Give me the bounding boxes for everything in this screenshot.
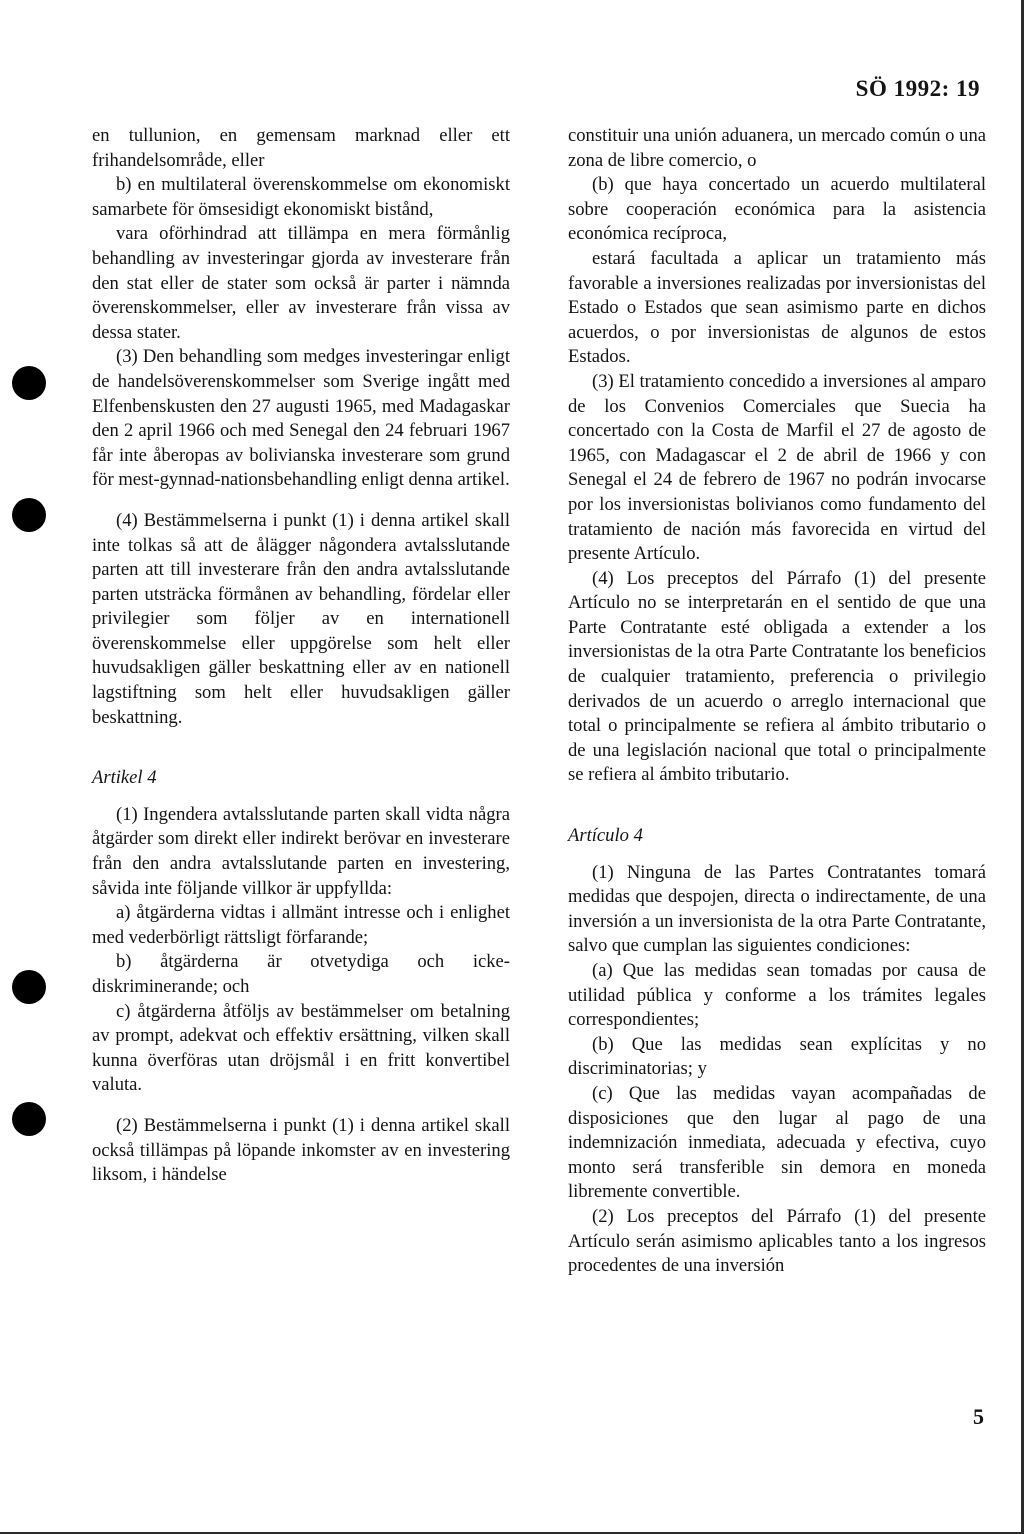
es-paragraph-9: (c) Que las medidas vayan acompañadas de disposiciones que den lugar al pago de una indemnización inmediata, adecuada y efectiva, cuyo monto será transferible sin demora en moneda libremente convertible. — [568, 1082, 986, 1203]
sv-paragraph-3: vara oförhindrad att tillämpa en mera förmånlig behandling av investeringar gjorda av investerare från den stat eller de stater som också är parter i nämnda överenskommelser, eller av investerare från vissa av dessa stater. — [92, 223, 510, 343]
sv-paragraph-8: b) åtgärderna är otvetydiga och icke-diskriminerande; och — [92, 951, 510, 997]
es-paragraph-6: (1) Ninguna de las Partes Contratantes tomará medidas que despojen, directa o indirectamente, de una inversión a un inversionista de la otra Parte Contratante, salvo que cumplan las siguientes condiciones: — [568, 861, 986, 957]
document-reference: SÖ 1992: 19 — [855, 76, 980, 101]
punch-hole-2 — [12, 498, 46, 532]
sv-paragraph-9: c) åtgärderna åtföljs av bestämmelser om betalning av prompt, adekvat och effektiv ersättning, vilken skall kunna överföras utan dröjsmål i en fritt konvertibel valuta. — [92, 1000, 510, 1096]
es-paragraph-2: (b) que haya concertado un acuerdo multilateral sobre cooperación económica para la asistencia económica recíproca, — [568, 174, 986, 245]
es-paragraph-7: (a) Que las medidas sean tomadas por causa de utilidad pública y conforme a los trámites legales correspondientes; — [568, 960, 986, 1031]
es-paragraph-10: (2) Los preceptos del Párrafo (1) del presente Artículo serán asimismo aplicables tanto a los ingresos procedentes de una inversión — [568, 1205, 986, 1277]
sv-paragraph-6: (1) Ingendera avtalsslutande parten skall vidta några åtgärder som direkt eller indirekt berövar en investerare från den andra avtalsslutande parten en investering, såvida inte följande villkor är uppfyllda: — [92, 803, 510, 899]
page-number: 5 — [973, 1404, 984, 1429]
swedish-column — [92, 124, 510, 1188]
sv-article-heading: Artikel 4 — [92, 767, 157, 789]
sv-paragraph-5: (4) Bestämmelserna i punkt (1) i denna artikel skall inte tolkas så att de ålägger någondera avtalsslutande parten att till investerare från den andra avtalsslutande parten utsträcka förmånen av behandling, fördelar eller privilegier som följer av en internationell överenskommelse eller uppgörelse som helt eller huvudsakligen gäller beskattning eller av en nationell lagstiftning som helt eller huvudsakligen gäller beskattning. — [92, 509, 510, 728]
spanish-column — [568, 124, 986, 1279]
sv-paragraph-7: a) åtgärderna vidtas i allmänt intresse och i enlighet med vederbörligt rättsligt förfarande; — [92, 902, 510, 948]
es-paragraph-1: constituir una unión aduanera, un mercado común o una zona de libre comercio, o — [568, 125, 986, 171]
es-paragraph-8: (b) Que las medidas sean explícitas y no discriminatorias; y — [568, 1033, 986, 1080]
es-paragraph-4: (3) El tratamiento concedido a inversiones al amparo de los Convenios Comerciales que Suecia ha concertado con la Costa de Marfil el 27 de agosto de 1965, con Madagascar el 2 de abril de 1966 y con Senegal el 24 de febrero de 1967 no podrán invocarse por los inversionistas bolivianos como fundamento del tratamiento de nación más favorecida en virtud del presente Artículo. — [568, 370, 986, 565]
punch-hole-3 — [12, 970, 46, 1004]
sv-paragraph-4: (3) Den behandling som medges investeringar enligt de handelsöverenskommelser som Sverige ingått med Elfenbenskusten den 27 augusti 1965, med Madagaskar den 2 april 1966 och med Senegal den 24 februari 1967 får inte åberopas av bolivianska investerare som grund för mest-gynnad-nationsbehandling enligt denna artikel. — [92, 346, 510, 491]
sv-paragraph-1: en tullunion, en gemensam marknad eller ett frihandelsområde, eller — [92, 125, 510, 171]
sv-paragraph-2: b) en multilateral överenskommelse om ekonomiskt samarbete för ömsesidigt ekonomiskt bistånd, — [92, 174, 510, 220]
es-paragraph-5: (4) Los preceptos del Párrafo (1) del presente Artículo no se interpretarán en el sentido de que una Parte Contratante esté obligada a extender a los inversionistas de la otra Parte Contratante los beneficios de cualquier tratamiento, preferencia o privilegio derivados de un acuerdo o arreglo internacional que total o principalmente se refiera al ámbito tributario o de una legislación nacional que total o principalmente se refiera al ámbito tributario. — [568, 567, 986, 786]
sv-paragraph-10: (2) Bestämmelserna i punkt (1) i denna artikel skall också tillämpas på löpande inkomster av en investering liksom, i händelse — [92, 1114, 510, 1186]
es-paragraph-3: estará facultada a aplicar un tratamiento más favorable a inversiones realizadas por inversionistas del Estado o Estados que sean asimismo parte en dichos acuerdos, o por inversionistas de algunos de estos Estados. — [568, 247, 986, 368]
punch-hole-4 — [12, 1102, 46, 1136]
es-article-heading: Artículo 4 — [568, 825, 643, 847]
punch-hole-1 — [12, 366, 46, 400]
